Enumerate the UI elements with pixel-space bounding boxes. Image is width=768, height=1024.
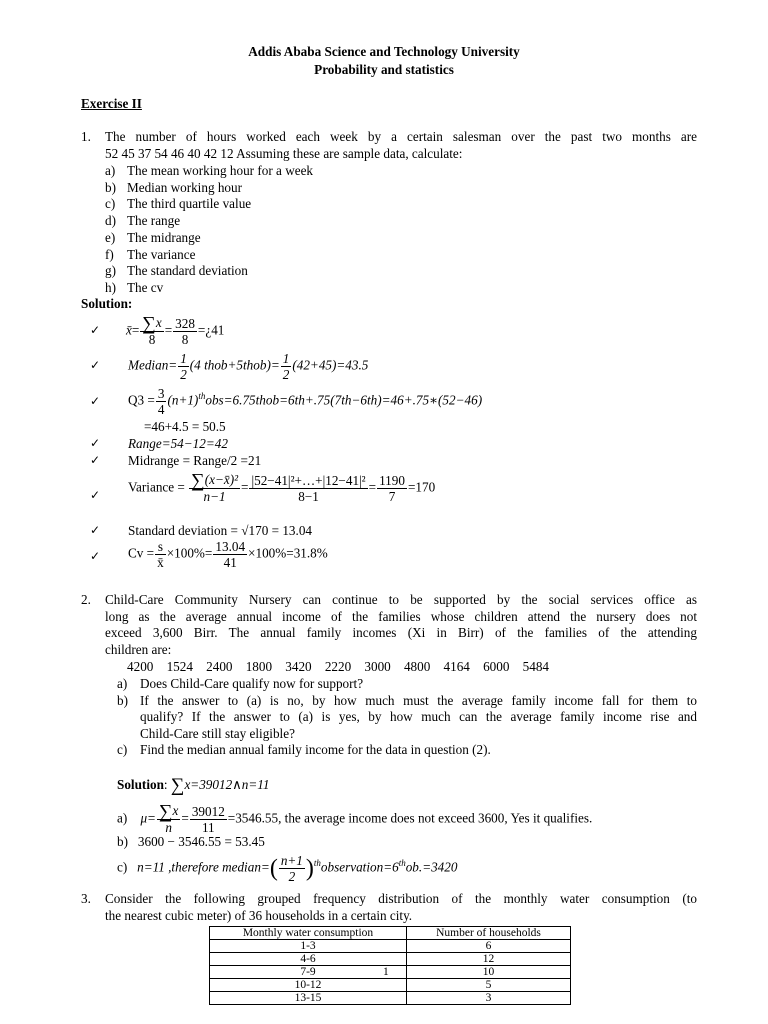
list-item: The standard deviation [127,263,248,279]
list-item-letter: h) [105,279,116,295]
q2-line: long as the average annual income of the families whose children attend the nursery does not [105,608,697,624]
list-item: Does Child-Care qualify now for support? [140,676,364,691]
list-item-letter: d) [105,213,116,229]
check-icon: ✓ [90,323,101,337]
table-cell: 12 [407,953,571,966]
list-item-letter: e) [105,229,116,245]
check-icon: ✓ [90,523,101,537]
list-item: The cv [127,279,164,295]
list-item: The midrange [127,229,201,245]
q3-line2: the nearest cubic meter) of 36 households in a certain city. [105,908,413,923]
table-cell: 4-6 [210,953,407,966]
q2-number: 2. [81,592,91,607]
university-title: Addis Ababa Science and Technology University [248,44,520,59]
list-item-letter: b) [105,179,116,195]
table-cell: 3 [407,992,571,1005]
list-item-letter: b) [117,692,128,708]
table-header-cell: Number of households [407,927,571,940]
q2-solution-b: b) 3600 − 3546.55 = 53.45 [117,834,265,849]
table-header-cell: Monthly water consumption [210,927,407,940]
q1-line2: 52 45 37 54 46 40 42 12 Assuming these are sample data, calculate: [105,146,463,161]
q1-line1: The number of hours worked each week by a certain salesman over the past two months are [105,129,697,144]
q2-incomes: 4200 1524 2400 1800 3420 2220 3000 4800 4164 6000 5484 [127,659,549,674]
course-title: Probability and statistics [314,62,454,77]
list-item: The variance [127,246,196,262]
q3-number: 3. [81,891,91,906]
list-item: If the answer to (a) is no, by how much must the average family income fall for them to [140,692,697,708]
range-formula: Range=54−12=42 [128,436,228,451]
table-cell: 10 [407,966,571,979]
variance-formula: Variance = $\frac{\text{∑(x−x̄)²}}{n-1}$ = $\frac{\text{|52−41|²+…+|12−41|²}}{8-1}$ = $\frac{1190}{7}$ =170 [128,470,436,505]
list-item: Median working hour [127,179,243,195]
list-item: Child-Care still stay eligible? [140,725,295,741]
q3-formula: Q3 = $\frac{3}{4}$ $(n+1)^{th}obs=6.75thob=6th+.75(7th-6th)=46+.75∗(52-46)$ [128,386,483,417]
list-item-letter: f) [105,246,114,262]
cv-formula: Cv = $\frac{s}{x̄}$ ×100%= $\frac{13.04}{41}$ ×100%=31.8% [128,539,328,570]
list-item: Find the median annual family income for the data in question (2). [140,742,491,757]
water-consumption-table [209,926,571,1005]
q1-solution-label: Solution: [81,296,133,311]
table-header-row [210,927,571,940]
table-row [210,966,571,979]
list-item: qualify? If the answer to (a) is yes, by how much can the average family income rise and [140,709,697,724]
check-icon: ✓ [90,488,101,502]
table-row [210,992,571,1005]
table-cell: 1-3 [210,940,407,953]
list-item-letter: a) [117,676,128,691]
q1-number: 1. [81,129,91,144]
table-row [210,940,571,953]
check-icon: ✓ [90,436,101,450]
sd-formula: Standard deviation = √170 = 13.04 [128,523,313,538]
q2-solution-head: Solution: ∑x=39012∧n=11 [117,774,270,796]
page-number: 1 [383,966,389,978]
table-cell: 10-12 [210,979,407,992]
list-item: The mean working hour for a week [127,163,314,178]
check-icon: ✓ [90,453,101,467]
table-row [210,953,571,966]
q2-line: Child-Care Community Nursery can continue to be supported by the social services office as [105,592,697,607]
median-formula: Median= $\frac{1}{2}$ (4 thob+5thob)= $\frac{1}{2}$ (42+45)=43.5 [128,351,369,382]
check-icon: ✓ [90,549,101,563]
mean-formula: x̄= $\frac{\sum x}{8}$ = $\frac{328}{8}$ =¿41 [126,313,225,348]
table-row [210,979,571,992]
list-item-letter: g) [105,263,116,279]
q2-line: children are: [105,641,172,657]
list-item: The range [127,213,181,229]
list-item-letter: a) [105,163,116,178]
list-item-letter: c) [105,196,116,212]
midrange-formula: Midrange = Range/2 =21 [128,453,262,468]
q2-solution-a: a) μ= $\frac{\sum x}{n}$ = $\frac{39012}{11}$ =3546.55, the average income does not exceed 3600, Yes it qualifies. [117,801,593,836]
q3-line1: Consider the following grouped frequency distribution of the monthly water consumption (to [105,891,697,906]
table-cell: 5 [407,979,571,992]
exercise-title: Exercise II [81,96,142,111]
check-icon: ✓ [90,358,101,372]
list-item-letter: c) [117,742,128,757]
q3-line2: =46+4.5 = 50.5 [144,419,226,434]
list-item: The third quartile value [127,196,252,212]
q2-solution-c: c) n=11 ,therefore median=( $\frac{n+1}{2}$ )$^{th}$observation=6thob.=3420 [117,853,458,884]
table-cell: 6 [407,940,571,953]
table-cell: 13-15 [210,992,407,1005]
q2-line: exceed 3,600 Birr. The annual family incomes (Xi in Birr) of the families of the attending [105,625,697,640]
table-cell: 7-9 [210,966,407,979]
check-icon: ✓ [90,394,101,408]
